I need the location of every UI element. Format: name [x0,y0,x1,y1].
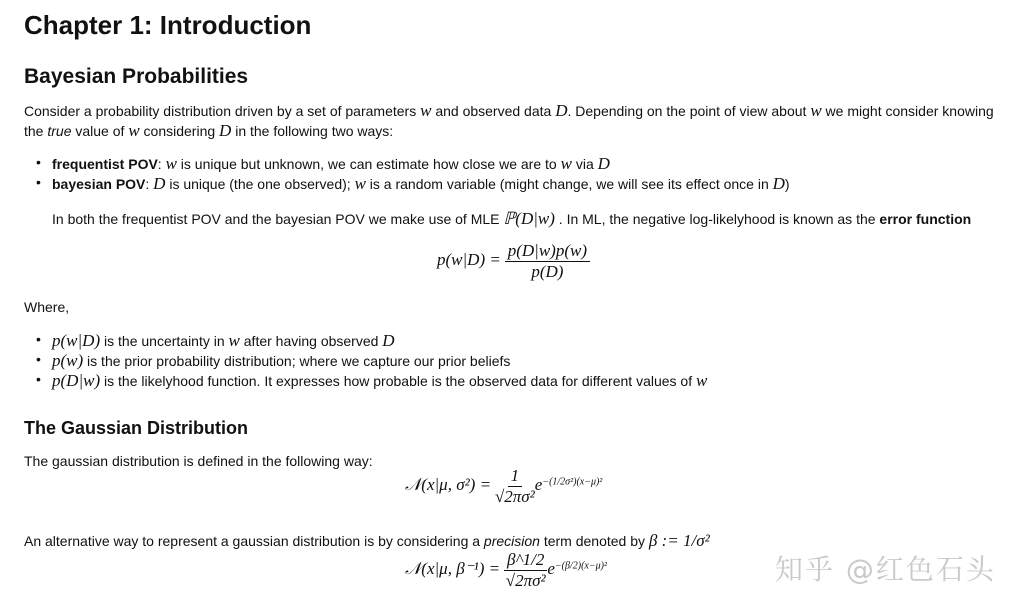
page-title: Chapter 1: Introduction [24,10,312,40]
gaussian-paragraph: The gaussian distribution is defined in the following way: [24,453,373,469]
list-item: • p(w) is the prior probability distribution; where we capture our prior beliefs [52,351,510,371]
section-heading: Bayesian Probabilities [24,65,249,88]
gaussian-precision-formula: 𝒩(x|μ, β⁻¹) = $\frac{\beta\^{}1/2}{\text{√2πσ²}}$ $e^{-(\beta/2)(x-\mu)^2}$ [405,550,607,590]
intro-paragraph-line2: the true value of w considering D in the following two ways: [24,121,394,140]
precision-paragraph: An alternative way to represent a gaussian distribution is by considering a precision term denoted by β := 1/σ² [24,531,710,550]
list-item: • p(D|w) is the likelyhood function. It expresses how probable is the observed data for different values of w [52,371,707,391]
watermark: 知乎 @红色石头 [775,553,996,586]
list-item: • p(w|D) is the uncertainty in w after having observed D [52,331,395,351]
subsection-heading: The Gaussian Distribution [24,418,249,438]
bayes-formula: p(w|D) = $\frac{p(D|w)p(w)}{p(D)}$ [437,241,590,282]
intro-paragraph-line1: Consider a probability distribution driven by a set of parameters w and observed data D. Depending on the point of view about w we might consider knowing [24,101,994,120]
list-item: • bayesian POV: D is unique (the one observed); w is a random variable (might change, we will see its effect once in D) [52,174,790,194]
mle-paragraph: In both the frequentist POV and the bayesian POV we make use of MLE ℙ(D|w) . In ML, the negative log-likelyhood is known as the error function [52,209,972,228]
list-item: • frequentist POV: w is unique but unknown, we can estimate how close we are to w via D [52,154,610,174]
where-label: Where, [24,299,70,315]
gaussian-formula: 𝒩(x|μ, σ²) = $\frac{1}{\text{√2πσ²}}$ $e^{-(1/2\sigma^2)(x-\mu)^2}$ [405,466,603,506]
